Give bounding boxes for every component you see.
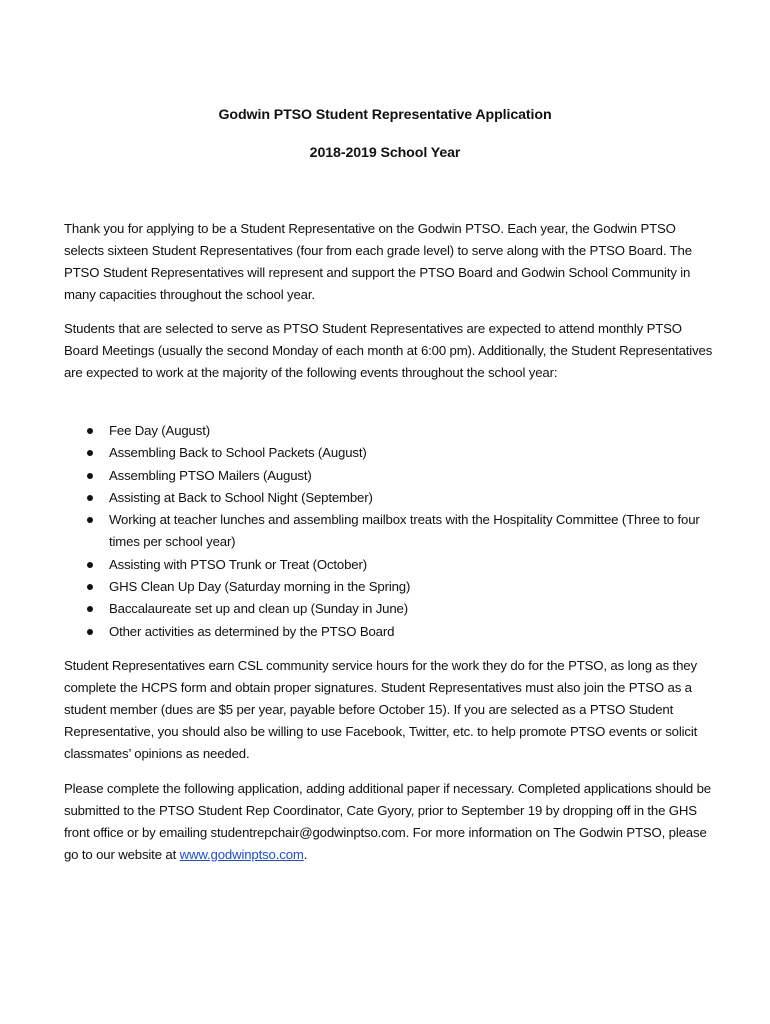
bullet-icon [87, 428, 93, 434]
service-hours-paragraph: Student Representatives earn CSL community service hours for the work they do for the PTSO, as long as they complete the HCPS form and obtain proper signatures. Student Representatives must also join the PTSO as a student member (dues are $5 per year, payable before October 15). If you are selected as a PTSO Student Representative, you should also be willing to use Facebook, Twitter, etc. to help promote PTSO events or solicit classmates’ opinions as needed. [64, 658, 698, 761]
list-item-text: Assisting at Back to School Night (September) [109, 489, 373, 505]
list-item-text: Baccalaureate set up and clean up (Sunday in June) [109, 601, 408, 617]
intro-paragraph: Thank you for applying to be a Student Representative on the Godwin PTSO. Each year, the Godwin PTSO selects sixteen Student Representatives (four from each grade level) to serve along with the PTSO Board. The PTSO Student Representatives will represent and support the PTSO Board and Godwin School Community in many capacities throughout the school year. [64, 221, 692, 302]
list-item-text: Assisting with PTSO Trunk or Treat (October) [109, 556, 367, 572]
submission-end: . [303, 847, 308, 862]
list-item [84, 465, 704, 487]
list-item-text: Fee Day (August) [109, 423, 210, 438]
list-item [84, 442, 704, 464]
events-list [84, 420, 704, 643]
list-item [84, 621, 704, 643]
list-item-text: Other activities as determined by the PTSO Board [109, 623, 395, 639]
bullet-icon [87, 584, 93, 590]
bullet-icon [87, 606, 93, 612]
bullet-icon [87, 473, 93, 479]
list-item [84, 598, 704, 620]
list-item-text: Assembling PTSO Mailers (August) [109, 467, 312, 483]
page-title: Godwin PTSO Student Representative Application [218, 107, 552, 123]
bullet-icon [87, 517, 93, 523]
list-item-text: Assembling Back to School Packets (August) [109, 445, 367, 461]
bullet-icon [87, 495, 93, 501]
list-item-text: GHS Clean Up Day (Saturday morning in the Spring) [109, 579, 411, 595]
bullet-icon [87, 450, 93, 456]
list-item [84, 420, 704, 442]
expectations-paragraph: Students that are selected to serve as PTSO Student Representatives are expected to attend monthly PTSO Board Meetings (usually the second Monday of each month at 6:00 pm). Additionally, the Student Representatives are expected to work at the majority of the following events throughout the school year: [64, 321, 713, 380]
list-item [84, 509, 704, 554]
bullet-icon [87, 562, 93, 568]
list-item-text: Working at teacher lunches and assembling mailbox treats with the Hospitality Committee (Three to four times per school year) [109, 512, 700, 550]
school-year-subtitle: 2018-2019 School Year [309, 145, 461, 161]
website-link[interactable]: www.godwinptso.com [179, 847, 304, 862]
submission-text: Please complete the following application, adding additional paper if necessary. Completed applications should be submitted to the PTSO Student Rep Coordinator, Cate Gyory, prior to September 19 by dropping off in the GHS front office or by emailing studentrepchair@godwinptso.com. For more information on The Godwin PTSO, please go to our website at [64, 781, 711, 862]
bullet-icon [87, 629, 93, 635]
list-item [84, 576, 704, 598]
submission-paragraph [64, 778, 714, 866]
list-item [84, 554, 704, 576]
list-item [84, 487, 704, 509]
